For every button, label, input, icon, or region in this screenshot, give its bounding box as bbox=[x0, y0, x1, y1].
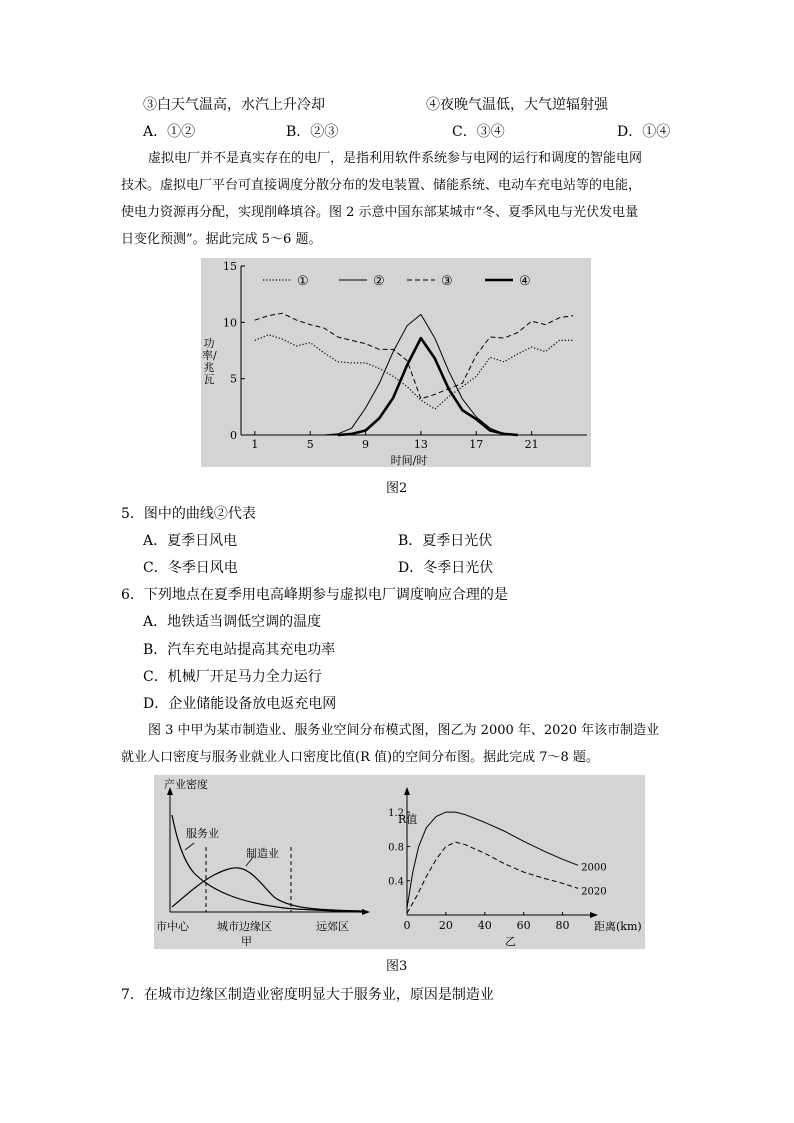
q5-choice-b: B．夏季日光伏 bbox=[398, 533, 493, 549]
passage2-line2: 就业人口密度与服务业就业人口密度比值(R 值)的空间分布图。据此完成 7～8 题。 bbox=[121, 750, 599, 765]
figure-2-xlabel: 时间/时 bbox=[390, 454, 428, 467]
yi-series-label: 2020 bbox=[581, 886, 607, 898]
yi-series-2000 bbox=[407, 812, 578, 908]
figure-2-ylabel: 功率/兆瓦 bbox=[202, 337, 217, 386]
yi-x-tick-label: 40 bbox=[477, 919, 492, 932]
jia-x-suburb: 远郊区 bbox=[316, 920, 349, 933]
q4-choice-b: B．②③ bbox=[286, 124, 339, 140]
q5-choice-c: C．冬季日风电 bbox=[143, 560, 238, 576]
q6-stem: 6．下列地点在夏季用电高峰期参与虚拟电厂调度响应合理的是 bbox=[121, 587, 508, 603]
figure-3 bbox=[154, 775, 645, 949]
yi-ylabel: R值 bbox=[398, 813, 418, 826]
jia-x-edge: 城市边缘区 bbox=[217, 920, 272, 933]
fig2-series-1 bbox=[255, 335, 573, 409]
q6-choice-b: B．汽车充电站提高其充电功率 bbox=[143, 642, 336, 658]
fig2-x-tick-label: 5 bbox=[306, 438, 314, 451]
yi-series-label: 2000 bbox=[581, 862, 607, 874]
figure-2 bbox=[201, 258, 591, 467]
jia-x-center: 市中心 bbox=[156, 920, 189, 933]
fig2-series-2 bbox=[324, 314, 518, 435]
yi-x-tick-label: 0 bbox=[403, 919, 411, 932]
yi-x-tick-label: 80 bbox=[555, 919, 570, 932]
yi-y-tick-label: 0.8 bbox=[388, 842, 404, 854]
yi-x-tick-label: 20 bbox=[438, 919, 453, 932]
jia-service-pointer bbox=[185, 843, 194, 850]
yi-x-tick-label: 60 bbox=[516, 919, 531, 932]
jia-service-label: 服务业 bbox=[186, 827, 219, 840]
q6-choice-d: D．企业储能设备放电返充电网 bbox=[143, 696, 337, 712]
yi-xlabel: 距离(km) bbox=[594, 920, 642, 933]
passage1-line2: 技术。虚拟电厂平台可直接调度分散分布的发电装置、储能系统、电动车充电站等的电能， bbox=[121, 178, 642, 193]
yi-y-tick-label: 0.4 bbox=[388, 876, 404, 888]
passage2-line1: 图 3 中甲为某市制造业、服务业空间分布模式图，图乙为 2000 年、2020 年该市制造业 bbox=[148, 723, 660, 738]
fig2-x-tick-label: 21 bbox=[524, 438, 539, 451]
figure-3-caption: 图3 bbox=[386, 959, 408, 974]
figure-2-chart bbox=[201, 258, 591, 467]
yi-y-tick-label: 1.2 bbox=[388, 808, 404, 820]
fig2-x-tick-label: 1 bbox=[251, 438, 259, 451]
passage1-line3: 使电力资源再分配，实现削峰填谷。图 2 示意中国东部某城市“冬、夏季风电与光伏发电量 bbox=[121, 205, 639, 220]
q5-stem: 5．图中的曲线②代表 bbox=[121, 506, 256, 522]
q4-choice-d: D．①④ bbox=[617, 124, 671, 140]
fig2-series-3 bbox=[255, 313, 573, 399]
passage1-line4: 日变化预测”。据此完成 5～6 题。 bbox=[121, 232, 322, 247]
yi-series-2020 bbox=[407, 842, 578, 913]
q5-choice-d: D．冬季日光伏 bbox=[398, 560, 494, 576]
fig2-x-tick-label: 17 bbox=[469, 438, 484, 451]
q4-choice-a: A．①② bbox=[143, 124, 196, 140]
q4-choice-c: C．③④ bbox=[452, 124, 505, 140]
q6-choice-a: A．地铁适当调低空调的温度 bbox=[143, 614, 322, 630]
q6-choice-c: C．机械厂开足马力全力运行 bbox=[143, 669, 322, 685]
yi-y-arrow bbox=[404, 787, 410, 795]
fig2-legend-label: ① bbox=[297, 274, 309, 289]
passage1-line1: 虚拟电厂并不是真实存在的电厂，是指利用软件系统参与电网的运行和调度的智能电网 bbox=[148, 151, 643, 166]
jia-sublabel: 甲 bbox=[241, 935, 252, 948]
figure-2-caption: 图2 bbox=[386, 481, 408, 496]
jia-ylabel: 产业密度 bbox=[164, 778, 208, 791]
q4-option-3: ③白天气温高，水汽上升冷却 bbox=[143, 97, 325, 113]
fig2-legend-label: ④ bbox=[519, 274, 531, 289]
fig2-x-tick-label: 13 bbox=[413, 438, 428, 451]
q5-choice-a: A．夏季日风电 bbox=[143, 533, 238, 549]
jia-manufacturing-label: 制造业 bbox=[246, 847, 279, 860]
figure-3-yi-panel bbox=[388, 787, 606, 932]
yi-sublabel: 乙 bbox=[505, 935, 516, 948]
q7-stem: 7．在城市边缘区制造业密度明显大于服务业，原因是制造业 bbox=[121, 987, 494, 1003]
q4-option-4: ④夜晚气温低，大气逆辐射强 bbox=[426, 97, 608, 113]
fig2-y-tick-label: 0 bbox=[230, 429, 237, 442]
fig2-x-tick-label: 9 bbox=[362, 438, 370, 451]
fig2-series-4 bbox=[338, 338, 518, 435]
fig2-y-tick-label: 15 bbox=[223, 260, 237, 273]
fig2-legend-label: ② bbox=[373, 274, 385, 289]
fig2-y-tick-label: 10 bbox=[223, 316, 237, 330]
fig2-legend-label: ③ bbox=[441, 274, 453, 289]
jia-manufacturing-curve bbox=[172, 868, 362, 911]
fig2-y-tick-label: 5 bbox=[230, 372, 237, 386]
jia-x-arrow bbox=[362, 909, 370, 915]
